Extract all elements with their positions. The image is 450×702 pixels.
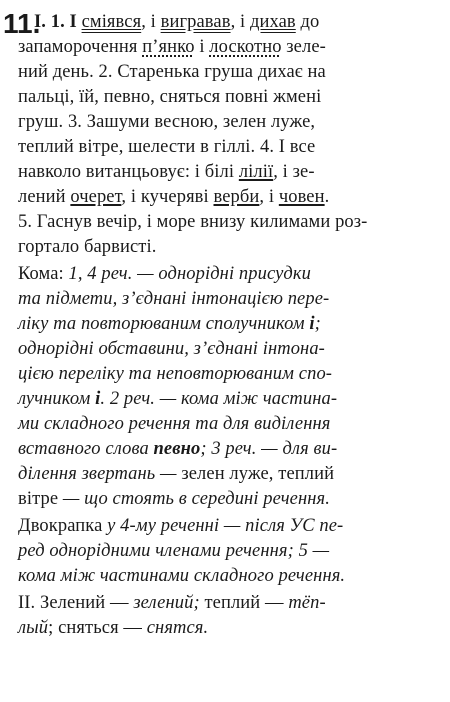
text-run: , і зе- — [273, 162, 315, 182]
text-run: , і кучеряві — [121, 187, 214, 207]
text-run: верби — [213, 187, 260, 207]
text-run: . — [324, 187, 330, 207]
text-run: тёп- — [288, 593, 326, 613]
text-run: ; — [314, 314, 321, 334]
text-run: 5. Гаснув вечір, і море внизу килимами роз- — [18, 212, 368, 232]
text-run: до — [295, 12, 320, 32]
text-run: і — [309, 314, 315, 334]
text-run: вигравав — [160, 12, 231, 32]
text-line — [18, 412, 444, 436]
text-run: у 4-му реченні — після УС пе- — [107, 516, 344, 536]
text-line — [18, 362, 444, 386]
text-run: зелен луже, теплий — [181, 464, 335, 484]
text-run: ділення звертань — — [18, 464, 182, 484]
text-line — [18, 539, 444, 563]
text-line — [18, 564, 444, 588]
text-line — [18, 210, 444, 234]
text-run: човен — [278, 187, 325, 207]
text-run: . 2 реч. — кома між частина- — [100, 389, 338, 409]
text-run: лучником — [18, 389, 96, 409]
text-run: ліку та повторюваним сполучником — [18, 314, 310, 334]
text-line — [18, 487, 444, 511]
text-run: ний день. 2. Старенька груша дихає на — [18, 62, 326, 82]
text-line — [18, 312, 444, 336]
text-run: зелений; — [133, 593, 200, 613]
text-run: теплий — — [199, 593, 289, 613]
text-run: II. Зелений — — [18, 593, 134, 613]
text-run: певно — [153, 439, 201, 459]
text-run: ми складного речення та для виділення — [18, 414, 331, 434]
text-line — [18, 60, 444, 84]
text-line — [18, 135, 444, 159]
text-run: 1, 4 реч. — однорідні присудки — [68, 264, 311, 284]
text-run: та підмети, з’єднані інтонацією пере- — [18, 289, 330, 309]
text-run: Кома: — [18, 264, 69, 284]
text-line — [18, 85, 444, 109]
text-run: ; 3 реч. — для ви- — [200, 439, 338, 459]
text-run: — що стоять в середині речення. — [58, 489, 330, 509]
text-run: запаморочення — [18, 37, 143, 57]
text-line — [18, 287, 444, 311]
text-run: однорідні обставини, з’єднані інтона- — [18, 339, 325, 359]
text-run: теплий вітре, шелести в гіллі. 4. І все — [18, 137, 316, 157]
text-line — [18, 35, 444, 59]
text-run: груш. 3. Зашуми весною, зелен луже, — [18, 112, 316, 132]
text-run: вставного слова — [18, 439, 154, 459]
text-run: кома між частинами складного речення. — [18, 566, 346, 586]
text-run: лоскотно — [209, 37, 282, 57]
text-line — [18, 514, 444, 538]
text-run: цією переліку та неповторюваним спо- — [18, 364, 333, 384]
text-line — [18, 616, 444, 640]
text-line — [18, 235, 444, 259]
text-line — [18, 387, 444, 411]
text-run: навколо витанцьовує: і білі — [18, 162, 239, 182]
text-run: Двокрапка — [18, 516, 108, 536]
text-run: , і — [141, 12, 161, 32]
text-run: , і — [259, 187, 279, 207]
text-run: лый — [18, 618, 49, 638]
text-run: і — [194, 37, 210, 57]
text-line — [18, 591, 444, 615]
text-run: гортало барвисті. — [18, 237, 157, 257]
text-run: зеле- — [281, 37, 326, 57]
text-run: п’янко — [142, 37, 195, 57]
text-run: снятся. — [146, 618, 209, 638]
text-line — [18, 262, 444, 286]
text-run: ред однорідними членами речення; 5 — — [18, 541, 330, 561]
text-line — [18, 110, 444, 134]
text-line — [18, 185, 444, 209]
text-run: очерет — [70, 187, 122, 207]
exercise-number: 11. — [3, 8, 41, 39]
text-run: , і — [230, 12, 250, 32]
text-run: пальці, їй, певно, сняться повні жмені — [18, 87, 322, 107]
text-run: I. 1. І — [34, 12, 82, 32]
text-line — [18, 462, 444, 486]
text-run: лілії — [238, 162, 274, 182]
text-run: сміявся — [81, 12, 142, 32]
text-line — [34, 10, 450, 34]
text-run: лений — [18, 187, 71, 207]
text-run: вітре — [18, 489, 59, 509]
text-line — [18, 160, 444, 184]
text-run: дихав — [249, 12, 296, 32]
text-run: і — [95, 389, 101, 409]
text-run: ; сняться — — [48, 618, 147, 638]
text-line — [18, 437, 444, 461]
text-line — [18, 337, 444, 361]
